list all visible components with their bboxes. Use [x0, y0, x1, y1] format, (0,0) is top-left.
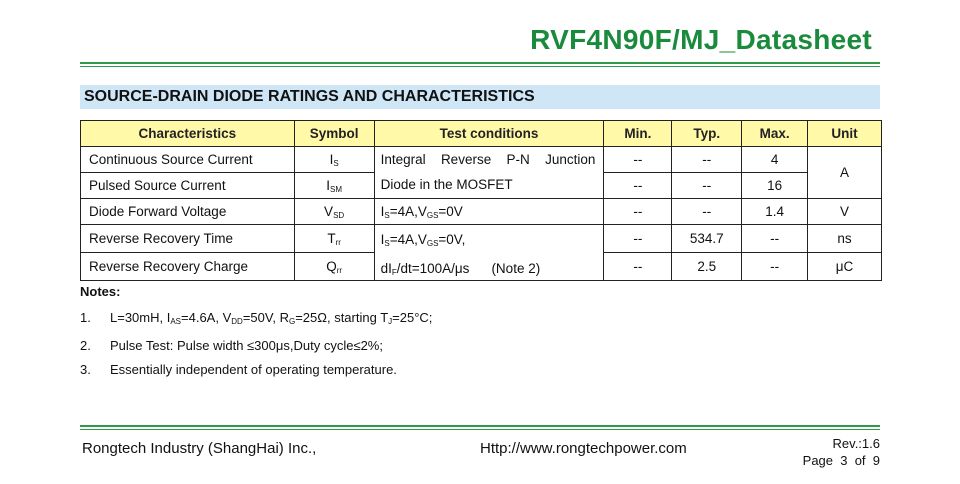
max-cell: 1.4: [742, 199, 808, 225]
diode-ratings-table: [80, 120, 882, 281]
footer-page-info: [803, 435, 880, 469]
revision-label: Rev.:1.6: [832, 436, 880, 451]
symbol-cell: $I_S$: [294, 147, 374, 173]
unit-cell: μC: [808, 253, 882, 281]
symbol-cell: $I_{SM}$: [294, 173, 374, 199]
typ-cell: --: [672, 173, 742, 199]
column-header: Characteristics: [81, 121, 295, 147]
column-header: Test conditions: [374, 121, 604, 147]
column-header: Max.: [742, 121, 808, 147]
section-title: SOURCE-DRAIN DIODE RATINGS AND CHARACTERISTICS: [84, 88, 535, 105]
header-rule-top: [80, 62, 880, 64]
column-header: Symbol: [294, 121, 374, 147]
notes-title: Notes:: [80, 284, 121, 299]
min-cell: --: [604, 199, 672, 225]
column-header: Unit: [808, 121, 882, 147]
header-rule-bottom: [80, 66, 880, 67]
symbol-cell: $T_{rr}$: [294, 225, 374, 253]
notes-section: [80, 284, 880, 387]
column-header: Min.: [604, 121, 672, 147]
min-cell: --: [604, 253, 672, 281]
typ-cell: --: [672, 199, 742, 225]
note-item: 1. L=30mH, $I_{AS}=4.6A$, $V_{DD}=50V$, $R_G=25\Omega$, starting $T_J=25^\circ C$;: [80, 310, 433, 326]
typ-cell: 2.5: [672, 253, 742, 281]
unit-cell: A: [808, 147, 882, 199]
max-cell: 4: [742, 147, 808, 173]
typ-cell: 534.7: [672, 225, 742, 253]
table-header-row: [81, 121, 882, 147]
unit-cell: V: [808, 199, 882, 225]
column-header: Typ.: [672, 121, 742, 147]
characteristic-cell: Reverse Recovery Time: [81, 225, 295, 253]
characteristic-cell: Continuous Source Current: [81, 147, 295, 173]
max-cell: --: [742, 225, 808, 253]
test-condition-cell: Integral Reverse P-N Junction Diode in the MOSFET: [374, 147, 604, 199]
symbol-cell: $Q_{rr}$: [294, 253, 374, 281]
document-title: RVF4N90F/MJ_Datasheet: [530, 24, 872, 55]
typ-cell: --: [672, 147, 742, 173]
footer-url[interactable]: Http://www.rongtechpower.com: [480, 440, 687, 457]
min-cell: --: [604, 147, 672, 173]
test-condition-cell: $I_S=4A,V_{GS}=0V$: [374, 199, 604, 225]
note-item: 3. Essentially independent of operating temperature.: [80, 362, 397, 377]
min-cell: --: [604, 225, 672, 253]
footer-rule-top: [80, 425, 880, 427]
footer-rule-bottom: [80, 429, 880, 430]
page-number: Page 3 of 9: [802, 453, 880, 468]
symbol-cell: $V_{SD}$: [294, 199, 374, 225]
test-condition-cell: $I_S=4A,V_{GS}=0V$, $dI_F/dt=100A/\mu s$ (Note 2): [374, 225, 604, 281]
table-row: [81, 199, 882, 225]
footer-company: Rongtech Industry (ShangHai) Inc.,: [82, 440, 317, 457]
table-row: [81, 225, 882, 253]
note-item: 2. Pulse Test: Pulse width ≤300μs,Duty cycle≤2%;: [80, 338, 383, 353]
characteristic-cell: Diode Forward Voltage: [81, 199, 295, 225]
characteristic-cell: Reverse Recovery Charge: [81, 253, 295, 281]
max-cell: 16: [742, 173, 808, 199]
section-header: [80, 85, 880, 109]
min-cell: --: [604, 173, 672, 199]
characteristic-cell: Pulsed Source Current: [81, 173, 295, 199]
max-cell: --: [742, 253, 808, 281]
table-row: [81, 147, 882, 173]
unit-cell: ns: [808, 225, 882, 253]
